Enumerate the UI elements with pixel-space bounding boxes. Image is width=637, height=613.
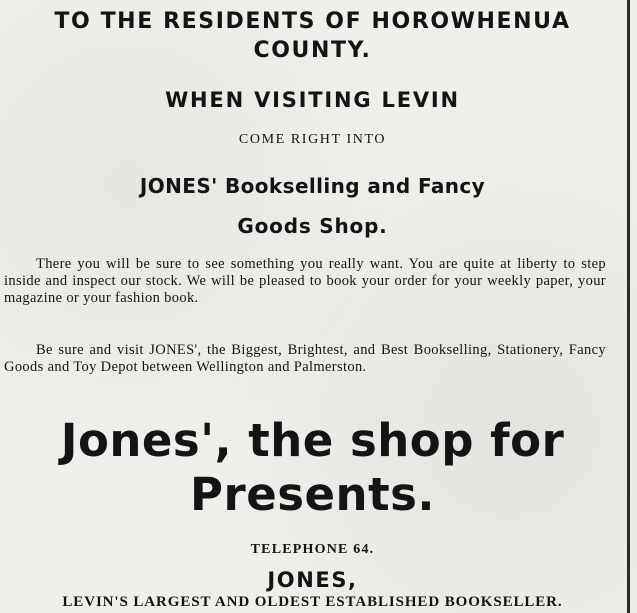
body-paragraph-stock: There you will be sure to see something you really want. You are quite at liberty to step inside and inspect our stock. We will be pleased to book your order for your weekly paper, your magazine or your fashion book. bbox=[4, 256, 606, 306]
headline-county: COUNTY. bbox=[253, 38, 372, 63]
signature-jones: JONES, bbox=[267, 568, 358, 592]
shop-name-line-2: Goods Shop. bbox=[237, 214, 388, 238]
headline-residents: TO THE RESIDENTS OF HOROWHENUA bbox=[54, 9, 571, 34]
shop-name-line-1: JONES' Bookselling and Fancy bbox=[139, 174, 486, 198]
telephone-number: TELEPHONE 64. bbox=[250, 542, 375, 557]
slogan-line-1: Jones', the shop for bbox=[60, 414, 565, 467]
come-right-into-text: COME RIGHT INTO bbox=[238, 132, 387, 147]
tagline-largest-bookseller: LEVIN'S LARGEST AND OLDEST ESTABLISHED BOOKSELLER. bbox=[62, 594, 563, 610]
subheading-visiting-levin: WHEN VISITING LEVIN bbox=[165, 88, 460, 112]
body-paragraph-visit: Be sure and visit JONES', the Biggest, Brightest, and Best Bookselling, Stationery, Fancy Goods and Toy Depot between Wellington and Palmerston. bbox=[4, 342, 606, 375]
slogan-line-2: Presents. bbox=[190, 468, 435, 521]
column-divider-rule bbox=[627, 0, 630, 613]
